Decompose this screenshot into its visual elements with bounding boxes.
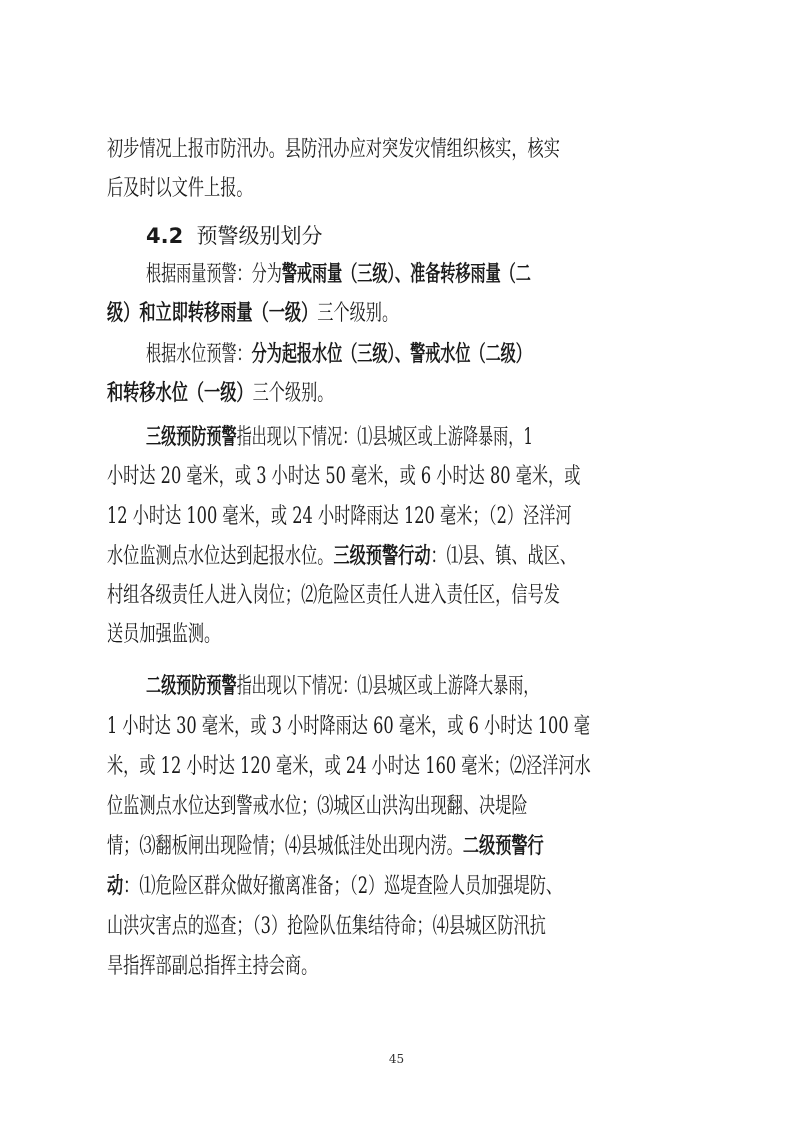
paragraph-line — [0, 833, 793, 861]
paragraph-line — [28, 380, 690, 408]
paragraph-line — [0, 582, 793, 610]
body-text: 送员加强监测。 — [107, 622, 221, 647]
body-text: 三个级别。 — [317, 301, 399, 326]
paragraph-line — [0, 673, 793, 701]
paragraph-line — [28, 621, 690, 649]
bold-text: 二级预警行 — [462, 834, 544, 859]
section-number: 4.2 — [146, 224, 184, 248]
bold-text: 三级预防预警 — [146, 425, 237, 450]
body-text: 指出现以下情况：⑴县城区或上游降大暴雨， — [236, 674, 539, 699]
paragraph-line — [0, 793, 793, 821]
body-text: 根据雨量预警：分为 — [146, 262, 282, 287]
paragraph-line — [0, 424, 793, 452]
body-text: 三个级别。 — [252, 381, 334, 406]
body-text: 水位监测点水位达到起报水位。 — [107, 544, 334, 569]
body-text: ：⑴危险区群众做好撤离准备；（2）巡堤查险人员加强堤防、 — [123, 874, 563, 899]
body-text: 根据水位预警： — [146, 342, 252, 367]
body-text: ：⑴县、镇、战区、 — [430, 544, 577, 569]
paragraph-line — [0, 543, 793, 571]
paragraph-line — [28, 953, 690, 981]
body-text: 12 小时达 100 毫米，或 24 小时降雨达 120 毫米；（2）泾洋河 — [107, 504, 572, 529]
paragraph-line — [0, 713, 793, 741]
bold-text: 分为起报水位（三级）、警戒水位（二级） — [251, 342, 531, 367]
paragraph-line — [0, 753, 793, 781]
paragraph-line — [0, 261, 793, 289]
paragraph-line — [0, 463, 793, 491]
body-text: 情；⑶翻板闸出现险情；⑷县城低洼处出现内涝。 — [107, 834, 463, 859]
bold-text: 和转移水位（一级） — [107, 381, 253, 406]
paragraph-line — [28, 300, 690, 328]
body-text: 位监测点水位达到警戒水位；⑶城区山洪沟出现翻、决堤险 — [107, 794, 528, 819]
page-number: 45 — [388, 1052, 405, 1066]
body-text: 旱指挥部副总指挥主持会商。 — [107, 954, 318, 979]
bold-text: 动 — [107, 874, 124, 899]
body-text: 1 小时达 30 毫米，或 3 小时降雨达 60 毫米，或 6 小时达 100 毫 — [107, 714, 590, 739]
paragraph-line — [0, 136, 793, 164]
body-text: 山洪灾害点的巡查；（3）抢险队伍集结待命；⑷县城区防汛抗 — [107, 914, 546, 939]
bold-text: 警戒雨量（三级）、准备转移雨量（二 — [281, 262, 531, 287]
body-text: 米，或 12 小时达 120 毫米，或 24 小时达 160 毫米；⑵泾洋河水 — [107, 754, 591, 779]
body-text: 小时达 20 毫米，或 3 小时达 50 毫米，或 6 小时达 80 毫米，或 — [107, 464, 581, 489]
paragraph-line — [0, 913, 793, 941]
body-text: 村组各级责任人进入岗位；⑵危险区责任人进入责任区，信号发 — [107, 583, 560, 608]
body-text: 初步情况上报市防汛办。县防汛办应对突发灾情组织核实，核实 — [107, 137, 560, 162]
paragraph-line — [28, 175, 690, 203]
bold-text: 级）和立即转移雨量（一级） — [107, 301, 318, 326]
paragraph-line — [0, 341, 793, 369]
paragraph-line — [0, 873, 793, 901]
paragraph-line — [0, 503, 793, 531]
body-text: 后及时以文件上报。 — [107, 176, 253, 201]
section-title: 预警级别划分 — [183, 224, 323, 248]
body-text: 指出现以下情况：⑴县城区或上游降暴雨，1 — [236, 425, 533, 450]
bold-text: 二级预防预警 — [146, 674, 237, 699]
section-heading — [0, 222, 793, 250]
bold-text: 三级预警行动 — [333, 544, 431, 569]
